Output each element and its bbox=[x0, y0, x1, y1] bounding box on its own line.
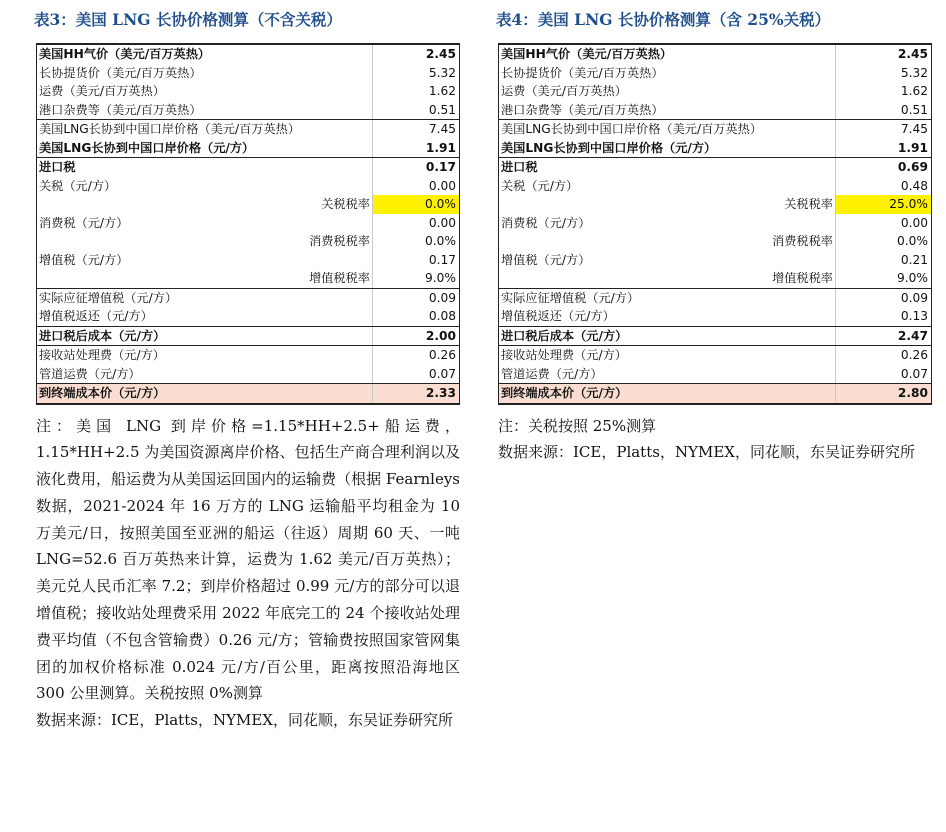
table-row bbox=[499, 45, 931, 64]
row-label: 关税税率 bbox=[784, 197, 833, 211]
row-label: 接收站处理费（元/方） bbox=[39, 348, 165, 362]
table-row bbox=[499, 214, 931, 233]
row-label: 消费税税率 bbox=[309, 234, 370, 248]
row-value: 0.21 bbox=[835, 251, 931, 270]
row-label: 美国LNG长协到中国口岸价格（元/方） bbox=[39, 140, 255, 155]
table4 bbox=[498, 43, 932, 405]
row-value: 0.09 bbox=[835, 289, 931, 308]
row-value: 0.48 bbox=[835, 177, 931, 196]
row-label: 进口税后成本（元/方） bbox=[39, 328, 166, 343]
table-row bbox=[37, 139, 459, 158]
row-label: 管道运费（元/方） bbox=[501, 366, 603, 381]
row-value: 0.00 bbox=[372, 177, 459, 196]
row-label: 增值税税率 bbox=[772, 271, 833, 285]
row-value: 0.00 bbox=[372, 214, 459, 233]
row-value: 5.32 bbox=[835, 64, 931, 83]
row-value: 0.07 bbox=[372, 365, 459, 384]
table-row bbox=[499, 326, 931, 346]
row-label: 实际应征增值税（元/方） bbox=[501, 290, 640, 305]
row-value: 9.0% bbox=[835, 269, 931, 288]
row-label: 关税（元/方） bbox=[39, 178, 117, 193]
row-value: 0.0% bbox=[835, 232, 931, 251]
tariff-rate-value: 0.0% bbox=[372, 195, 459, 214]
row-label: 美国LNG长协到中国口岸价格（美元/百万英热） bbox=[501, 122, 763, 136]
table-row bbox=[37, 157, 459, 177]
table4-body bbox=[498, 45, 932, 403]
row-value: 1.91 bbox=[372, 139, 459, 158]
table-row bbox=[499, 345, 931, 365]
table3-body bbox=[36, 45, 460, 403]
row-value: 0.07 bbox=[835, 365, 931, 384]
table4-note: 注：关税按照 25%测算 bbox=[498, 416, 657, 435]
row-value: 0.17 bbox=[372, 158, 459, 177]
table-row bbox=[37, 251, 459, 270]
table-row bbox=[499, 82, 931, 101]
table4-title: 表4：美国 LNG 长协价格测算（含 25%关税） bbox=[496, 10, 831, 29]
table-row bbox=[499, 251, 931, 270]
table4-panel bbox=[498, 0, 932, 466]
row-value: 2.45 bbox=[835, 45, 931, 64]
table4-source: 数据来源：ICE，Platts，NYMEX，同花顺，东吴证券研究所 bbox=[498, 443, 915, 462]
table3-title: 表3：美国 LNG 长协价格测算（不含关税） bbox=[34, 10, 342, 29]
row-label: 消费税（元/方） bbox=[501, 215, 591, 230]
table-row bbox=[37, 214, 459, 233]
table-row bbox=[37, 45, 459, 64]
row-value: 2.00 bbox=[372, 327, 459, 346]
row-label: 美国HH气价（美元/百万英热） bbox=[39, 47, 211, 61]
row-label: 港口杂费等（美元/百万英热） bbox=[501, 102, 664, 117]
row-value: 0.0% bbox=[372, 232, 459, 251]
row-label: 港口杂费等（美元/百万英热） bbox=[39, 102, 202, 117]
total-row bbox=[499, 383, 931, 403]
row-label: 长协提货价（美元/百万英热） bbox=[501, 65, 664, 80]
row-label: 运费（美元/百万英热） bbox=[39, 84, 165, 98]
row-value: 9.0% bbox=[372, 269, 459, 288]
table-row bbox=[499, 232, 931, 251]
row-value: 1.62 bbox=[372, 82, 459, 101]
table-row bbox=[499, 64, 931, 83]
row-label: 消费税（元/方） bbox=[39, 215, 129, 230]
table4-note-block bbox=[498, 413, 932, 467]
table-row bbox=[499, 157, 931, 177]
table-row bbox=[37, 82, 459, 101]
row-label: 美国LNG长协到中国口岸价格（美元/百万英热） bbox=[39, 122, 301, 136]
table-row bbox=[499, 177, 931, 196]
table-row bbox=[37, 195, 459, 214]
table-row bbox=[37, 365, 459, 384]
row-value: 2.80 bbox=[835, 384, 931, 403]
row-label: 到终端成本价（元/方） bbox=[39, 386, 166, 400]
row-value: 0.08 bbox=[372, 307, 459, 326]
table-row bbox=[37, 269, 459, 288]
row-value: 7.45 bbox=[835, 120, 931, 139]
row-value: 5.32 bbox=[372, 64, 459, 83]
row-label: 消费税税率 bbox=[772, 234, 833, 248]
row-label: 实际应征增值税（元/方） bbox=[39, 290, 178, 305]
row-value: 2.33 bbox=[372, 384, 459, 403]
table-row bbox=[37, 345, 459, 365]
table-row bbox=[37, 101, 459, 120]
row-label: 关税税率 bbox=[321, 197, 370, 211]
row-label: 运费（美元/百万英热） bbox=[501, 84, 627, 98]
row-value: 2.45 bbox=[372, 45, 459, 64]
row-value: 0.69 bbox=[835, 158, 931, 177]
table-row bbox=[499, 139, 931, 158]
total-row bbox=[37, 383, 459, 403]
row-label: 到终端成本价（元/方） bbox=[501, 386, 628, 400]
row-label: 增值税（元/方） bbox=[39, 252, 129, 267]
table-row bbox=[499, 307, 931, 326]
row-value: 0.51 bbox=[835, 101, 931, 120]
table-row bbox=[499, 269, 931, 288]
table-row bbox=[499, 119, 931, 139]
row-label: 进口税后成本（元/方） bbox=[501, 328, 628, 343]
row-label: 长协提货价（美元/百万英热） bbox=[39, 65, 202, 80]
row-value: 1.91 bbox=[835, 139, 931, 158]
table-row bbox=[37, 64, 459, 83]
table-row bbox=[37, 177, 459, 196]
row-value: 0.13 bbox=[835, 307, 931, 326]
table-row bbox=[499, 365, 931, 384]
table-row bbox=[37, 288, 459, 308]
table3-note: 注：美国 LNG 到岸价格=1.15*HH+2.5+船运费，1.15*HH+2.5 为美国资源离岸价格、包括生产商合理利润以及液化费用，船运费为从美国运回国内的运输费（根据 Fearnleys 数据，2021-2024 年 16 万方的 LNG 运输船平均租金为 10 万美元/日，按照美国至亚洲的船运（往返）周期 60 天、一吨 LNG=52.6 百万英热来计算，运费为 1.62 美元/百万英热）；美元兑人民币汇率 7.2；到岸价格超过 0.99 元/方的部分可以退增值税；接收站处理费采用 2022 年底完工的 24 个接收站处理费平均值（不包含管输费）0.26 元/方；管输费按照国家管网集团的加权价格标准 0.024 元/方/百公里，距离按照沿海地区 300 公里测算。关税按照 0%测算 bbox=[36, 416, 460, 703]
row-value: 0.26 bbox=[372, 346, 459, 365]
table3-panel bbox=[36, 0, 460, 734]
table-row bbox=[37, 326, 459, 346]
table-row bbox=[37, 307, 459, 326]
table-row bbox=[499, 288, 931, 308]
row-value: 0.00 bbox=[835, 214, 931, 233]
table3-source: 数据来源：ICE，Platts，NYMEX，同花顺，东吴证券研究所 bbox=[36, 711, 453, 730]
row-label: 进口税 bbox=[501, 160, 538, 174]
table3-note-block bbox=[36, 413, 460, 735]
row-label: 进口税 bbox=[39, 160, 76, 174]
table-row bbox=[499, 195, 931, 214]
row-value: 0.26 bbox=[835, 346, 931, 365]
table-row bbox=[37, 119, 459, 139]
row-label: 增值税返还（元/方） bbox=[501, 309, 615, 323]
tariff-rate-value: 25.0% bbox=[835, 195, 931, 214]
table-row bbox=[499, 101, 931, 120]
row-value: 0.17 bbox=[372, 251, 459, 270]
row-value: 1.62 bbox=[835, 82, 931, 101]
row-label: 管道运费（元/方） bbox=[39, 366, 141, 381]
table3 bbox=[36, 43, 460, 405]
row-value: 2.47 bbox=[835, 327, 931, 346]
row-label: 增值税返还（元/方） bbox=[39, 309, 153, 323]
row-label: 关税（元/方） bbox=[501, 178, 579, 193]
row-value: 0.09 bbox=[372, 289, 459, 308]
row-value: 0.51 bbox=[372, 101, 459, 120]
row-label: 增值税税率 bbox=[309, 271, 370, 285]
row-label: 美国HH气价（美元/百万英热） bbox=[501, 47, 673, 61]
table-row bbox=[37, 232, 459, 251]
row-value: 7.45 bbox=[372, 120, 459, 139]
row-label: 美国LNG长协到中国口岸价格（元/方） bbox=[501, 140, 717, 155]
row-label: 接收站处理费（元/方） bbox=[501, 348, 627, 362]
row-label: 增值税（元/方） bbox=[501, 252, 591, 267]
